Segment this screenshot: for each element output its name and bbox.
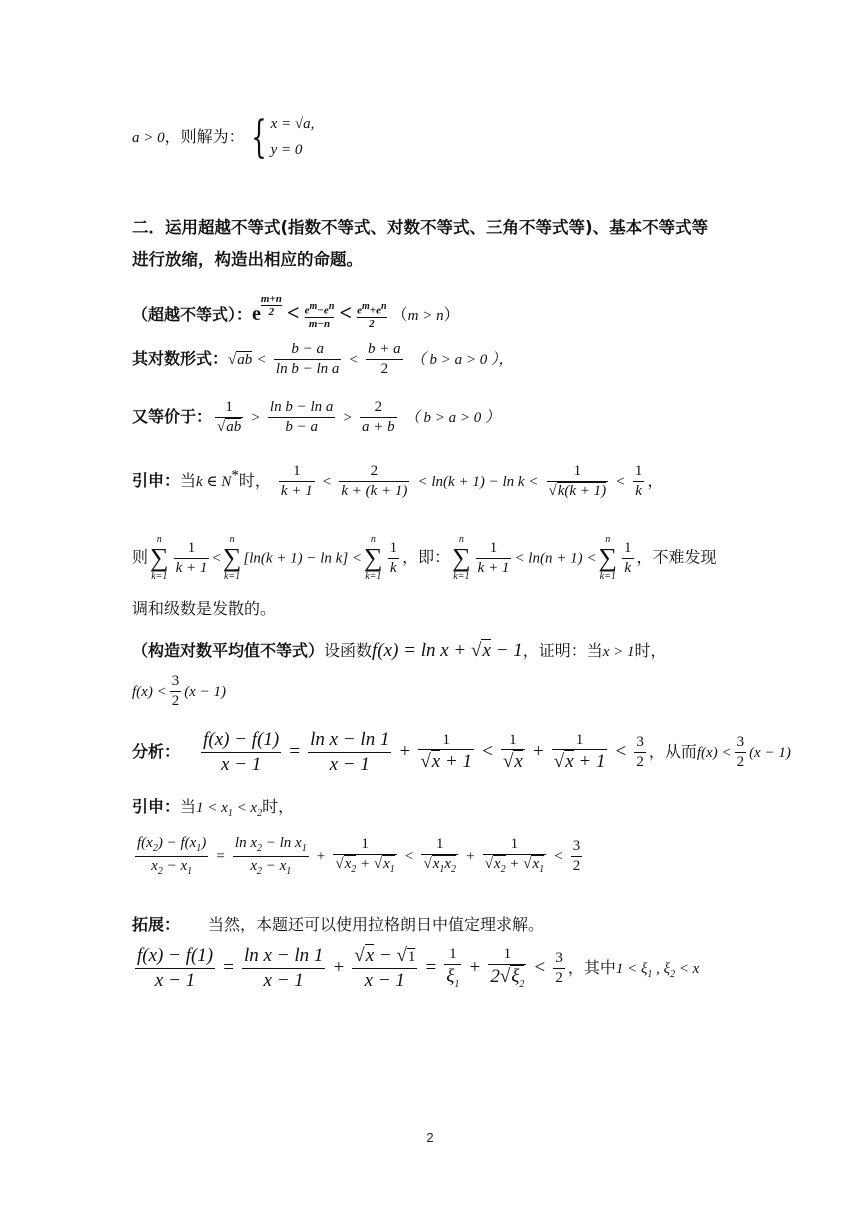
page-number: 2 (426, 1130, 434, 1145)
solution-label: ，则解为： (164, 127, 245, 146)
condition-a: a > 0 (132, 130, 165, 146)
equivalent-inequality: 又等价于： $\frac{1}{√ab}$ > $\frac{\text{ln b − ln a}}{b - a}$ > $\frac{2}{a + b}$ （ b > a > 0 ） (132, 399, 500, 435)
log-form-condition: （ b > a > 0 ）， (410, 351, 514, 368)
solution-line (132, 112, 314, 163)
equivalent-condition: （ b > a > 0 ） (404, 409, 500, 426)
expansion-label: 拓展： (132, 915, 181, 934)
expansion (132, 912, 544, 935)
section-heading-line1: 二．运用超越不等式(指数不等式、对数不等式、三角不等式等)、基本不等式等 (132, 218, 709, 237)
log-mean-claim: f(x) < $\frac{3}{2}$ (x − 1) (132, 673, 226, 709)
solution-cases (271, 112, 315, 163)
extension-label-2: 引申： (132, 797, 181, 816)
log-mean-label: （构造对数平均值不等式） (132, 641, 325, 660)
k-condition: k ∈ N (196, 473, 232, 490)
transcendental-inequality: （超越不等式）：e $\frac{m+n}{2}$ < $\frac{e^m-e^n}{m-n}$ < $\frac{e^m+e^n}{2}$ （m > n） (132, 292, 460, 330)
analysis-label: 分析： (132, 741, 181, 761)
case-x: x = √a, (270, 116, 315, 132)
analysis: 分析： $\frac{f(x) - f(1)}{x - 1}$ = $\frac{\text{ln x − ln 1}}{x - 1}$ + $\frac{1}{√x + 1}$ < $\frac{1}{√x}$ + $\frac{1}{√x + 1}$ < $\frac{3}{2}$ ，从而f(x) < $\frac{3}{2}$ (x − 1) (132, 729, 791, 775)
transcendental-label: （超越不等式）： (132, 305, 253, 324)
extension-2: 引申：当$1 < x_1 < x_2$时， (132, 797, 295, 819)
extension-1: 引申：当k ∈ N*时， $\frac{1}{k + 1}$ < $\frac{2}{k + (k + 1)}$ < ln(k + 1) − ln k < $\frac{1}{√k(k + 1)}$ < $\frac{1}{k}$ ， (132, 463, 664, 499)
harmonic-sums: 则 n ∑ k=1 $\frac{1}{k + 1}$ < n ∑ k=1 [ln(k + 1) − ln k] < n ∑ k=1 $\frac{1}{k}$ ，即： n ∑ k=1 $\frac{1}{k + 1}$ < ln(n + 1) < n ∑ k=1 $\frac{1}{k}$ ，不难发现 (132, 534, 717, 582)
log-form-label: 其对数形式： (132, 348, 229, 368)
left-brace: { (250, 111, 267, 163)
condition-m-n: m > n (407, 308, 444, 324)
expansion-text: 当然，本题还可以使用拉格朗日中值定理求解。 (208, 915, 545, 934)
extension-label-1: 引申： (132, 470, 181, 490)
harmonic-conclusion: 调和级数是发散的。 (132, 599, 277, 618)
section-heading-line2: 进行放缩，构造出相应的命题。 (132, 250, 363, 269)
expansion-formula: $\frac{f(x) - f(1)}{x - 1}$ = $\frac{\text{ln x − ln 1}}{x - 1}$ + $\frac{√x - √1}{x - 1}$ = $\frac{1}{\xi_1}$ + $\frac{1}{2√\xi_2}$ < $\frac{3}{2}$ ，其中$1 < \xi_1$ , $\xi_2 < x$ (137, 945, 700, 991)
equivalent-label: 又等价于： (132, 406, 213, 426)
extension-2-formula: $\frac{f(x_2) - f(x_1)}{x_2 - x_1}$ = $\frac{\ln x_2 - \ln x_1}{x_2 - x_1}$ + $\frac{1}{√x_2 + √x_1}$ < $\frac{1}{√x_1x_2}$ + $\frac{1}{√x_2 + √x_1}$ < $\frac{3}{2}$ (137, 835, 581, 877)
log-form-inequality: 其对数形式：√ab < $\frac{b - a}{\text{ln b − ln a}}$ < $\frac{b + a}{2}$ （ b > a > 0 ）， (132, 341, 514, 377)
case-y: y = 0 (270, 141, 303, 158)
log-mean-problem: （构造对数平均值不等式）设函数f(x) = ln x + √x − 1，证明：当x > 1时， (132, 640, 667, 661)
